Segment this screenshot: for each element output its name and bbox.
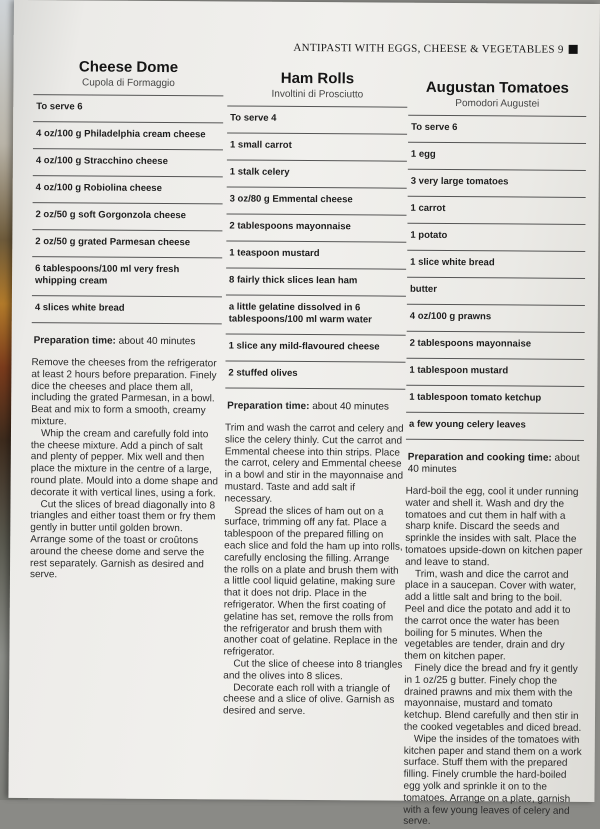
cookbook-page bbox=[8, 0, 600, 828]
method-paragraph: Remove the cheeses from the refrigerator at least 2 hours before preparation. Finely dice the cheeses and place them all, including the grated Parmesan, in a bowl. Beat and mix to form a smooth, creamy mixture. bbox=[31, 357, 217, 428]
recipe-title: Ham Rolls bbox=[280, 69, 355, 88]
method-paragraph: Trim and wash the carrot and celery and slice the celery thinly. Cut the carrot and Emmental cheese into thin strips. Place the carrot, celery and Emmental cheese in a bowl and stir in the mayonnaise and mustard. Taste and add salt if necessary. bbox=[224, 422, 404, 505]
recipe-subtitle: Pomodori Augustei bbox=[455, 98, 540, 110]
ingredient-item: a little gelatine dissolved in 6 tablespoons/100 ml warm water bbox=[226, 294, 406, 334]
ingredient-item: 1 egg bbox=[408, 142, 586, 170]
method-paragraph: Cut the slice of cheese into 8 triangles and the olives into 8 slices. bbox=[223, 658, 403, 683]
method-paragraph: Finely dice the bread and fry it gently in 1 oz/25 g butter. Finely chop the drained prawns and mix them with the mayonnaise, mustard and tomato ketchup. Blend carefully and then stir in the cooked vegetables and diced bread. bbox=[403, 662, 582, 734]
ingredient-item: 8 fairly thick slices lean ham bbox=[226, 267, 406, 295]
method-paragraph: Whip the cream and carefully fold into the cheese mixture. Add a pinch of salt and plenty of pepper. Mix well and then place the mixture in the centre of a large, round plate. Mould into a dome shape and decorate it with vertical lines, using a fork. bbox=[30, 427, 219, 500]
ingredient-item: a few young celery leaves bbox=[406, 412, 584, 441]
method-paragraph: Cut the slices of bread diagonally into 8 triangles and either toast them or fry them gently in butter until golden brown. Arrange some of the toast or croûtons around the cheese dome and serve the rest separately. Garnish as desired and serve. bbox=[29, 498, 216, 581]
ingredient-item: 1 teaspoon mustard bbox=[226, 240, 406, 268]
method-text bbox=[403, 486, 583, 829]
ingredient-item: 4 slices white bread bbox=[32, 295, 222, 324]
ingredient-item: 2 tablespoons mayonnaise bbox=[226, 213, 406, 241]
recipe-augustan-tomatoes bbox=[403, 79, 586, 829]
recipe-subtitle: Involtini di Prosciutto bbox=[271, 88, 364, 101]
ingredients-list bbox=[406, 115, 586, 441]
method-paragraph: Wipe the insides of the tomatoes with kitchen paper and stand them on a work surface. Stuff them with the prepared filling. Finely crumble the hard-boiled egg yolk and sprinkle it on to the tomatoes. Arrange on a plate, garnish with a few young leaves of celery and serve. bbox=[403, 733, 582, 828]
ingredient-item: 4 oz/100 g prawns bbox=[407, 304, 585, 332]
method-paragraph: Decorate each roll with a triangle of cheese and a slice of olive. Garnish as desired and serve. bbox=[223, 682, 395, 718]
running-head: ANTIPASTI WITH EGGS, CHEESE & VEGETABLES 9 bbox=[293, 42, 577, 56]
prep-time: Preparation time: about 40 minutes bbox=[227, 400, 389, 413]
ingredient-item: 3 very large tomatoes bbox=[408, 169, 586, 197]
recipe-title: Augustan Tomatoes bbox=[425, 78, 569, 97]
ingredients-list bbox=[32, 94, 224, 324]
method-paragraph: Trim, wash and dice the carrot and place in a saucepan. Cover with water, add a little salt and bring to the boil. Peel and dice the potato and add it to the carrot once the water has been boiling for 5 minutes. When the vegetables are tender, drain and dry them on kitchen paper. bbox=[404, 568, 577, 663]
ingredient-item: 1 tablespoon mustard bbox=[406, 358, 584, 386]
ingredient-item: 3 oz/80 g Emmental cheese bbox=[227, 186, 407, 214]
recipe-title: Cheese Dome bbox=[78, 58, 179, 77]
ingredient-item: 2 stuffed olives bbox=[225, 360, 405, 389]
method-text bbox=[30, 357, 222, 582]
ingredient-item: 1 slice any mild-flavoured cheese bbox=[225, 333, 405, 361]
ingredient-item: butter bbox=[407, 277, 585, 305]
ingredients-list bbox=[225, 105, 407, 389]
ingredient-item: 1 small carrot bbox=[227, 132, 407, 160]
method-paragraph: Hard-boil the egg, cool it under running water and shell it. Wash and dry the tomatoes and cut them in half with a sharp knife. Discard the seeds and sprinkle the insides with salt. Place the tomatoes upside-down on kitchen paper and leave to stand. bbox=[405, 485, 583, 569]
ingredient-item: 1 tablespoon tomato ketchup bbox=[406, 385, 584, 413]
recipe-cheese-dome bbox=[30, 58, 224, 582]
ingredient-item: To serve 6 bbox=[408, 115, 586, 143]
ingredient-item: 1 stalk celery bbox=[227, 159, 407, 187]
ingredient-item: 1 carrot bbox=[407, 196, 585, 224]
prep-time: Preparation and cooking time: about 40 minutes bbox=[407, 451, 580, 476]
prep-time: Preparation time: about 40 minutes bbox=[33, 335, 196, 348]
method-paragraph: Spread the slices of ham out on a surface, trimming off any fat. Place a tablespoon of the prepared filling on each slice and fold the ham up into rolls, carefully enclosing the filling. Arrange the rolls on a plate and brush them with a little cool liquid gelatine, making sure that it does not drip. Place in the refrigerator. When the first coating of gelatine has set, remove the rolls from the refrigerator and brush them with another coat of gelatine. Replace in the refrigerator. bbox=[223, 505, 403, 658]
square-icon bbox=[569, 45, 578, 54]
ingredient-item: To serve 6 bbox=[33, 94, 223, 122]
ingredient-item: 4 oz/100 g Stracchino cheese bbox=[33, 148, 223, 176]
recipe-ham-rolls bbox=[223, 69, 408, 718]
ingredient-item: To serve 4 bbox=[227, 105, 407, 133]
method-text bbox=[223, 422, 405, 718]
recipe-subtitle: Cupola di Formaggio bbox=[81, 77, 175, 90]
ingredient-item: 2 tablespoons mayonnaise bbox=[407, 331, 585, 359]
ingredient-item: 4 oz/100 g Robiolina cheese bbox=[33, 175, 223, 203]
ingredient-item: 4 oz/100 g Philadelphia cream cheese bbox=[33, 121, 223, 149]
ingredient-item: 2 oz/50 g grated Parmesan cheese bbox=[32, 229, 222, 257]
ingredient-item: 1 potato bbox=[407, 223, 585, 251]
ingredient-item: 2 oz/50 g soft Gorgonzola cheese bbox=[32, 202, 222, 230]
ingredient-item: 6 tablespoons/100 ml very fresh whipping cream bbox=[32, 256, 222, 296]
ingredient-item: 1 slice white bread bbox=[407, 250, 585, 278]
